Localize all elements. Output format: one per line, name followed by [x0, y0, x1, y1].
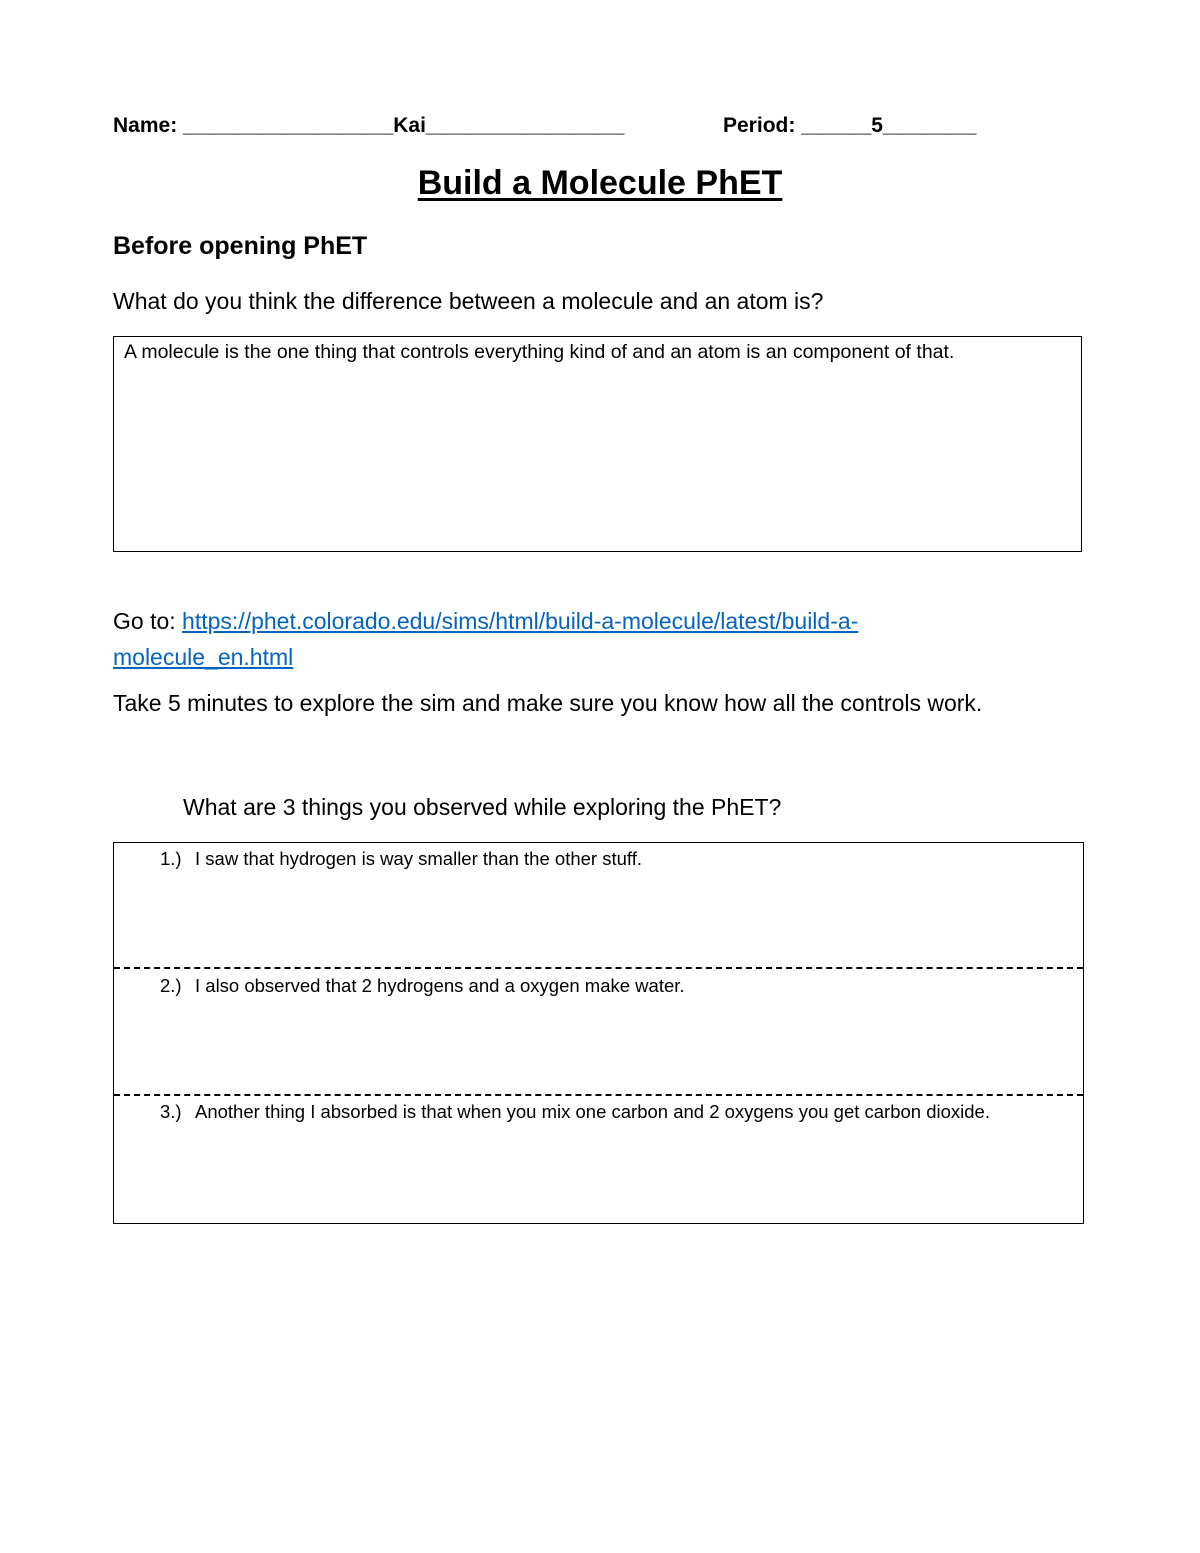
answer-1-text: A molecule is the one thing that controls everything kind of and an atom is an component of that. [124, 341, 955, 363]
section-heading: Before opening PhET [113, 232, 368, 260]
question-2-prompt: What are 3 things you observed while exploring the PhET? [183, 794, 782, 820]
student-name-line: Name: __________________Kai_________________ [113, 114, 625, 137]
goto-paragraph [113, 603, 1013, 675]
observation-number: 2.) [160, 975, 182, 996]
observations-box[interactable] [113, 842, 1084, 1224]
phet-sim-link[interactable]: https://phet.colorado.edu/sims/html/build-a-molecule/latest/build-a-molecule_en.html [113, 608, 859, 670]
page-title: Build a Molecule PhET [417, 164, 783, 202]
observation-text: I saw that hydrogen is way smaller than the other stuff. [195, 848, 642, 869]
period-line: Period: ______5________ [723, 114, 977, 137]
dashed-divider [114, 1094, 1083, 1096]
dashed-divider [114, 967, 1083, 969]
observation-number: 3.) [160, 1101, 182, 1122]
answer-box-1[interactable] [113, 336, 1082, 552]
observation-text: Another thing I absorbed is that when you mix one carbon and 2 oxygens you get carbon dioxide. [195, 1101, 990, 1122]
goto-label: Go to: [113, 608, 183, 634]
observation-text: I also observed that 2 hydrogens and a oxygen make water. [195, 975, 685, 996]
observation-number: 1.) [160, 848, 182, 869]
question-1-prompt: What do you think the difference between a molecule and an atom is? [113, 288, 824, 314]
explore-instruction: Take 5 minutes to explore the sim and make sure you know how all the controls work. [113, 690, 983, 716]
